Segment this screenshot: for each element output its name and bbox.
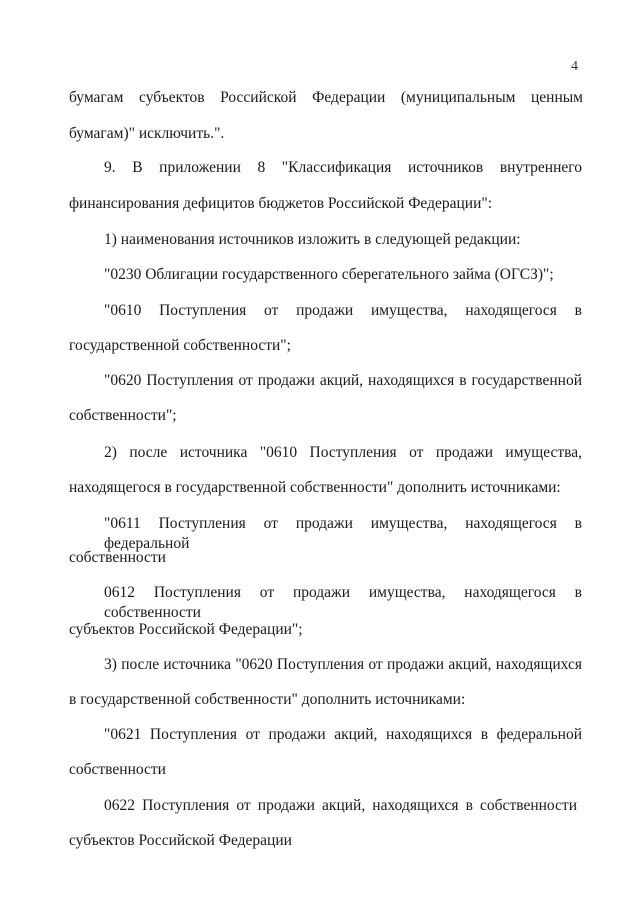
text-line: "0621 Поступления от продажи акций, находящихся в федеральной — [104, 726, 582, 743]
text-line: 0622 Поступления от продажи акций, находящихся в собственности — [104, 797, 577, 814]
text-line: 1) наименования источников изложить в следующей редакции: — [104, 231, 521, 248]
text-line: "0611 Поступления от продажи имущества, находящегося в федеральной — [104, 515, 582, 552]
text-line: финансирования дефицитов бюджетов Российской Федерации": — [69, 195, 493, 212]
page-number: 4 — [571, 59, 578, 74]
text-line: бумагам субъектов Российской Федерации (муниципальным ценным — [69, 89, 583, 106]
text-line: 2) после источника "0610 Поступления от продажи имущества, — [104, 444, 582, 461]
text-line: собственности"; — [69, 407, 177, 424]
text-line: бумагам)" исключить.". — [69, 125, 225, 142]
text-line: "0620 Поступления от продажи акций, находящихся в государственной — [104, 372, 582, 389]
text-line: в государственной собственности" дополнить источниками: — [69, 691, 466, 708]
text-line: "0230 Облигации государственного сберегательного займа (ОГСЗ)"; — [104, 266, 554, 283]
text-line: 9. В приложении 8 "Классификация источников внутреннего — [104, 159, 582, 176]
text-line: собственности — [69, 549, 166, 566]
text-line: субъектов Российской Федерации — [69, 832, 292, 849]
text-line: "0610 Поступления от продажи имущества, находящегося в — [104, 302, 582, 319]
text-line: 3) после источника "0620 Поступления от продажи акций, находящихся — [104, 656, 582, 673]
text-line: субъектов Российской Федерации"; — [69, 621, 303, 638]
text-line: находящегося в государственной собственности" дополнить источниками: — [69, 479, 561, 496]
text-line: 0612 Поступления от продажи имущества, находящегося в собственности — [104, 584, 582, 621]
text-line: государственной собственности"; — [69, 337, 291, 354]
text-line: собственности — [69, 761, 166, 778]
